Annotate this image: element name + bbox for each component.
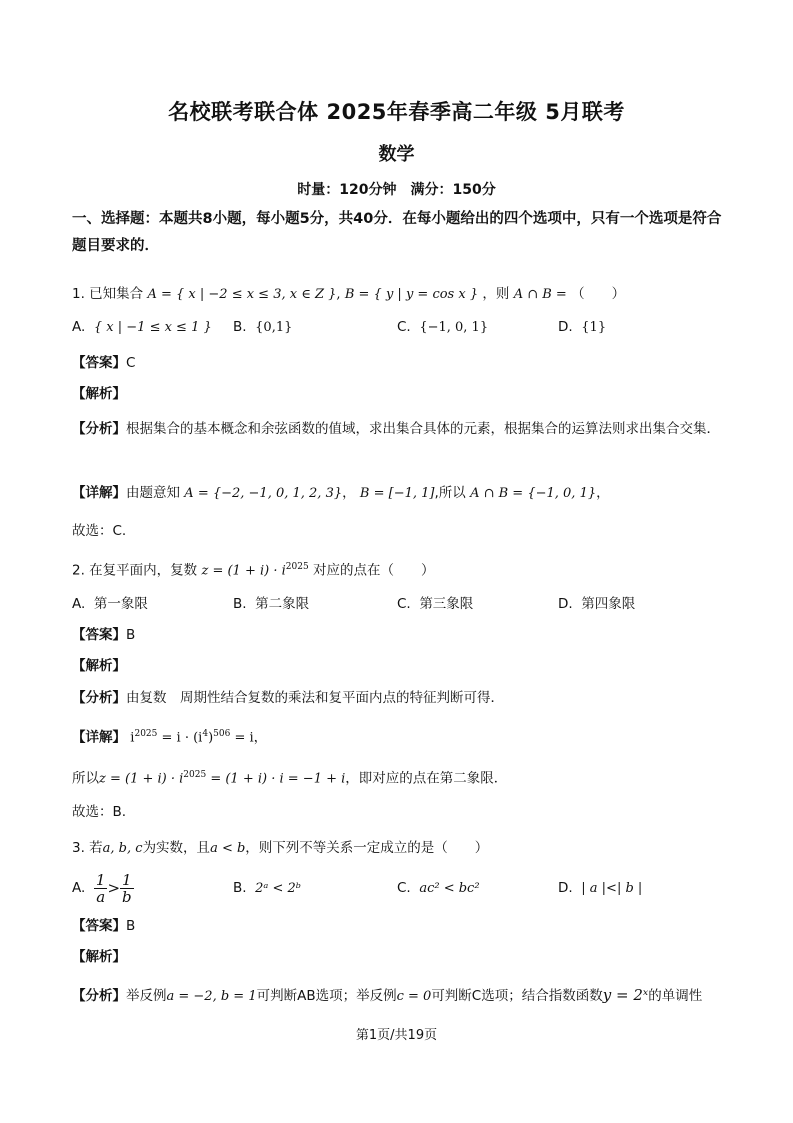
q3-option-b: B. 2ᵃ < 2ᵇ	[233, 880, 301, 896]
exam-subject: 数学	[378, 144, 415, 165]
q2-xiangjie: 【详解】 $i^{2025} = i \cdot (i^4)^{506} = i$，	[72, 729, 268, 746]
q3-fenxi: 【分析】举反例a = −2, b = 1可判断AB选项；举反例c = 0可判断C选项；结合指数函数y = 2ˣ的单调性	[72, 986, 703, 1004]
q3-option-c: C. ac² < bc²	[397, 880, 480, 896]
q2-option-b: B. 第二象限	[233, 596, 310, 612]
section-heading: 一、选择题：本题共8小题，每小题5分，共40分．在每小题给出的四个选项中，只有一个选项是符合题目要求的．	[72, 211, 722, 254]
q1-xiangjie: 【详解】由题意知 A = {−2, −1, 0, 1, 2, 3}， B = [−1, 1],所以 A ∩ B = {−1, 0, 1}，	[72, 485, 610, 501]
q1-option-c: C. {−1, 0, 1}	[397, 319, 489, 335]
exam-title: 名校联考联合体 2025年春季高二年级 5月联考	[168, 100, 625, 124]
q1-fenxi: 【分析】根据集合的基本概念和余弦函数的值域，求出集合具体的元素，根据集合的运算法则求出集合交集．	[72, 421, 720, 437]
q1-analysis-label: 【解析】	[72, 386, 126, 402]
q1-option-b: B. {0,1}	[233, 319, 293, 335]
q2-fenxi: 【分析】由复数 周期性结合复数的乘法和复平面内点的特征判断可得．	[72, 690, 504, 706]
q2-answer: 【答案】B	[72, 627, 136, 643]
question-1-stem: 1. 已知集合 A = { x | −2 ≤ x ≤ 3, x ∈ Z }, B = { y | y = cos x } ，则 A ∩ B = （ ）	[72, 286, 626, 302]
q1-option-d: D. {1}	[558, 319, 607, 335]
set-a-definition: A = { x | −2 ≤ x ≤ 3, x ∈ Z }	[147, 287, 337, 302]
q2-line2: 所以$z = (1 + i) \cdot i^{2025} = (1 + i) \cdot i = -1 + i$，即对应的点在第二象限．	[72, 770, 508, 787]
page-footer: 第1页/共19页	[355, 1028, 438, 1043]
q1-choose: 故选：C.	[72, 523, 127, 539]
exam-time-info: 时量：120分钟 满分：150分	[297, 182, 496, 198]
q3-option-d: D. | a |<| b |	[558, 880, 643, 896]
set-b-definition: B = { y | y = cos x }	[344, 287, 479, 302]
question-2-stem: 2. 在复平面内，复数 $z = (1 + i) \cdot i^{2025}$ 对应的点在（ ）	[72, 562, 435, 579]
q2-option-d: D. 第四象限	[558, 596, 636, 612]
q3-option-a: A. $\frac{1}{a}$ > $\frac{1}{b}$	[72, 870, 132, 906]
q2-analysis-label: 【解析】	[72, 658, 126, 674]
q2-option-a: A. 第一象限	[72, 596, 148, 612]
question-3-stem: 3. 若a, b, c为实数，且a < b，则下列不等关系一定成立的是（ ）	[72, 840, 489, 856]
q1-option-a: A. { x | −1 ≤ x ≤ 1 }	[72, 319, 212, 335]
q1-answer: 【答案】C	[72, 355, 136, 371]
q2-choose: 故选：B.	[72, 804, 127, 820]
q3-analysis-label: 【解析】	[72, 949, 126, 965]
q3-answer: 【答案】B	[72, 918, 136, 934]
q2-option-c: C. 第三象限	[397, 596, 474, 612]
